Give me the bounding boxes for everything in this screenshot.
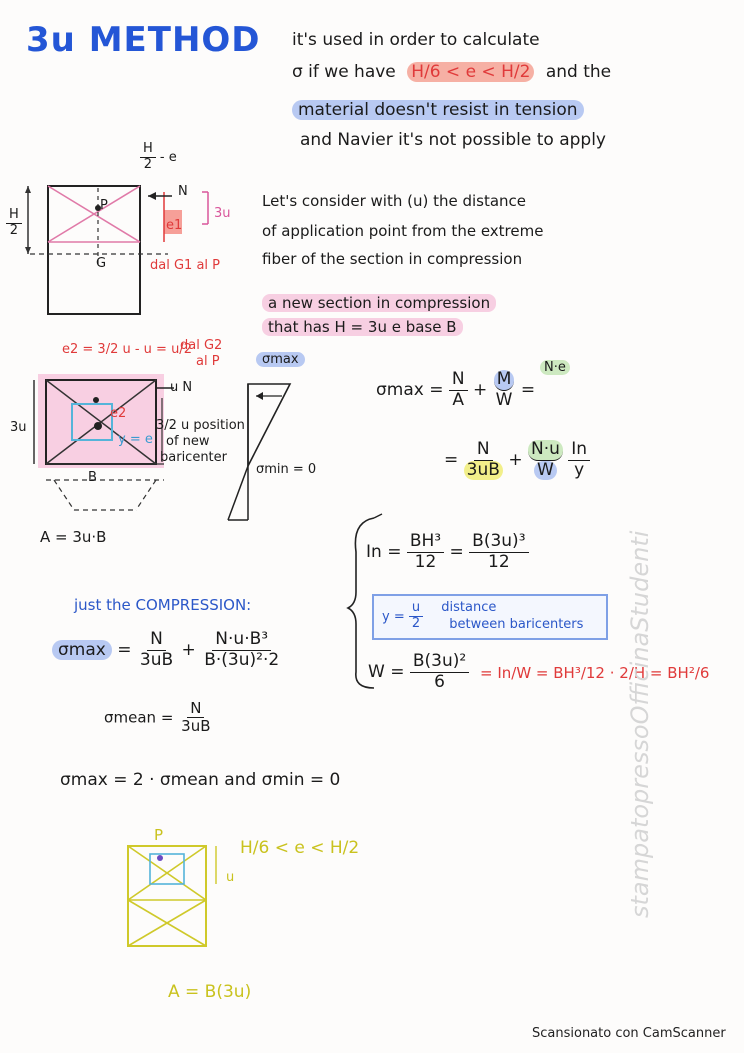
compression-heading: just the COMPRESSION: [74,596,252,614]
intro-line-2 [292,62,611,82]
formula-eq-2: = [444,450,459,471]
compression-smean-num: N [187,700,204,718]
formula-y-desc2: between baricenters [449,616,584,632]
formula-Ne-highlight: N·e [540,360,570,375]
diagram1-left-num: H [6,208,22,224]
diagram3-range: H/6 < e < H/2 [240,838,360,858]
diagram1-left-den: 2 [9,222,19,238]
compression-relation: σmax = 2 · σmean and σmin = 0 [60,770,341,790]
watermark: stampatopressoOfficinaStudenti [626,530,654,918]
diagram1-e1-label: e1 [166,218,183,233]
diagram2-area: A = 3u·B [40,528,107,546]
diagram2-e2-label: e2 [110,406,127,421]
diagram3-area: A = B(3u) [168,982,252,1002]
diagram1-dal-label: dal G1 al P [150,258,220,273]
formula-Ne [540,360,570,375]
diagram2-e2-eq: e2 = 3/2 u - u = u/2 [62,342,192,357]
diagram1-G-label: G [96,256,107,271]
compression-t1-num: N [147,630,166,651]
formula-line2-3uB: 3uB [464,461,503,481]
consider-line-2: of application point from the extreme [262,222,544,240]
consider-line-1: Let's consider with (u) the distance [262,192,527,210]
formula-In-den1: 12 [414,551,437,572]
diagram1-N-label: N [178,184,188,199]
formula-W-eq: W = [368,662,405,683]
formula-y-box [372,594,608,640]
formula-W: W [495,389,513,410]
intro-range: H/6 < e < H/2 [407,62,534,82]
compression-smax-highlight: σmax [52,640,112,660]
new-section-line-1 [262,294,496,312]
compression-plus: + [181,640,196,661]
formula-y-den: 2 [411,616,421,632]
formula-In-num1: BH³ [407,532,444,553]
formula-W-red: = In/W = BH³/12 · 2/H = BH²/6 [480,664,710,682]
diagram3-u-label: u [226,870,235,885]
diagram2-e2-dal: dal G2 [180,338,223,353]
intro-line-4: and Navier it's not possible to apply [300,130,606,150]
formula-W [368,652,469,692]
formula-smax-1: σmax = $\frac{N}{A}$ + $\frac{M}{W}$ = [376,369,536,410]
intro-highlight-material: material doesn't resist in tension [292,100,584,120]
formula-In: In = $\frac{\text{BH³}}{12}$ = $\frac{\text{B(3u)³}}{12}$ [366,532,529,572]
new-section-highlight-2: that has H = 3u e base B [262,318,463,336]
diagram2-3u-label: 3u [10,420,27,435]
page-title: 3u METHOD [26,20,261,60]
compression-smax: σmax = $\frac{N}{3uB}$ + $\frac{\text{N·u·B³}}{\text{B·(3u)²·2}}$ [52,630,282,670]
new-section-line-2 [262,318,463,336]
diagram1-top-frac: $\frac{H}{2}$ [140,142,156,173]
compression-t1-den: 3uB [139,649,174,670]
formula-In-den2: 12 [488,551,510,572]
diagram1-top-minus: - e [159,149,177,165]
diagram1-left-frac [6,208,22,239]
formula-In-eq: In = [366,542,402,563]
formula-eq-1: = [520,380,536,401]
formula-line2-W: W [534,461,557,481]
diagram1-P-label: P [100,198,108,213]
formula-smax-2: = $\frac{N}{3uB}$ + $\frac{N\cdot u}{W}$ $\frac{In}{y}$ [444,440,590,480]
compression-smean [104,700,214,736]
diagram3-P-label: P [154,826,164,844]
formula-M: M [494,370,515,391]
diagram2-uN-label: u N [170,380,193,395]
stress-smin: σmin = 0 [256,462,317,477]
stress-diagram [220,376,300,526]
new-section-highlight-1: a new section in compression [262,294,496,312]
diagram2-ye-label: y = e [118,432,153,447]
intro-and-the: and the [545,62,612,82]
diagram1-section [18,178,258,318]
formula-N: N [449,370,468,391]
formula-W-num: B(3u)² [410,652,469,673]
formula-In-num2: B(3u)³ [469,532,528,553]
formula-smax-label: σmax = [376,380,444,401]
formula-y-num: u [409,601,423,617]
diagram2-ofnew-label: of new [166,434,210,449]
diagram1-3u-label: 3u [214,206,231,221]
formula-line2-y: y [574,459,585,480]
consider-line-3: fiber of the section in compression [262,250,523,268]
intro-line-1: it's used in order to calculate [292,30,540,50]
compression-t2-den: B·(3u)²·2 [204,649,280,670]
stress-smax-highlight: σmax [256,352,305,367]
formula-line2-Nu: N·u [528,440,563,461]
stress-smax [256,352,305,367]
intro-sigma-text: σ if we have [292,62,396,82]
compression-smean-den: 3uB [181,717,211,736]
diagram2-e2-alp: al P [196,354,220,369]
footer-scanner: Scansionato con CamScanner [532,1026,726,1041]
intro-line-3 [292,100,584,120]
diagram2-B-label: B [88,470,97,485]
formula-A: A [452,389,465,410]
compression-t2-num: N·u·B³ [212,630,271,651]
formula-line2-N: N [474,440,493,461]
formula-line2-In: In [568,440,590,461]
formula-y-desc1: distance [441,600,497,615]
diagram3-section [120,840,260,950]
diagram1-top-label [140,142,177,173]
compression-smean-label: σmean = [104,708,174,727]
formula-W-den: 6 [434,671,445,692]
diagram2-bar-label: baricenter [160,450,227,465]
formula-y-eq: y = [382,609,405,625]
diagram2-half-label: 3/2 u position [156,418,245,433]
